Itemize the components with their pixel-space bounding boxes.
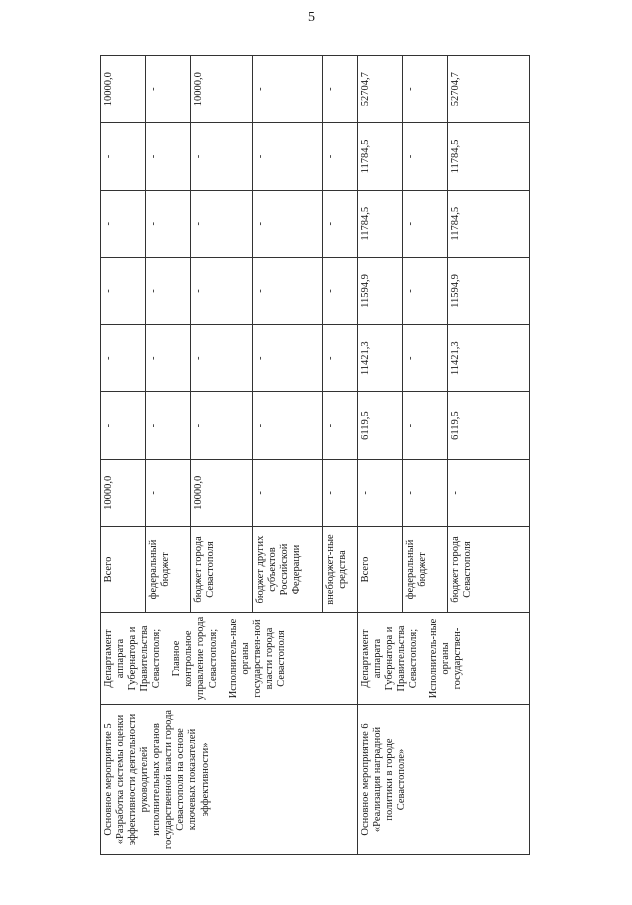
funding-value: - — [146, 56, 191, 123]
table-row — [357, 56, 402, 855]
funding-value: - — [146, 325, 191, 392]
event-5-executors — [101, 613, 358, 705]
funding-value: - — [146, 190, 191, 257]
event-5-title: Основное мероприятие 5 «Разработка системы оценки эффективности деятельности руководителей исполнительных органов государственной власти города Севастополя на основе ключевых показателей эффективности» — [101, 705, 358, 855]
funding-value: 52704,7 — [357, 56, 402, 123]
funding-value: - — [322, 459, 357, 526]
rotated-table-container — [100, 55, 530, 855]
funding-source: бюджет других субъектов Российской Федерации — [252, 527, 322, 613]
funding-value: - — [402, 56, 447, 123]
funding-value: - — [322, 190, 357, 257]
funding-value: - — [101, 325, 146, 392]
funding-value: - — [252, 392, 322, 459]
funding-value: - — [322, 123, 357, 190]
funding-value: - — [252, 56, 322, 123]
funding-value: - — [402, 392, 447, 459]
executor: Исполнитель-ные органы государствен-ной власти города Севастополя — [227, 618, 287, 699]
funding-value: - — [191, 190, 253, 257]
funding-value: 10000,0 — [191, 459, 253, 526]
executor: Департамент аппарата Губернатора и Правительства Севастополя; — [103, 625, 163, 692]
funding-source: федеральный бюджет — [146, 527, 191, 613]
funding-value: - — [402, 257, 447, 324]
funding-value: - — [252, 325, 322, 392]
funding-value: - — [146, 123, 191, 190]
funding-value: - — [101, 257, 146, 324]
event-6-executors — [357, 613, 529, 705]
funding-value: - — [402, 123, 447, 190]
funding-value: 6119,5 — [357, 392, 402, 459]
funding-value: - — [322, 257, 357, 324]
funding-value: - — [191, 325, 253, 392]
funding-source: Всего — [101, 527, 146, 613]
funding-value: - — [101, 392, 146, 459]
funding-value: - — [101, 190, 146, 257]
funding-value: 11421,3 — [447, 325, 529, 392]
funding-source: бюджет города Севастополя — [191, 527, 253, 613]
funding-value: 52704,7 — [447, 56, 529, 123]
funding-value: - — [146, 459, 191, 526]
executor: Главное контрольное управление города Севастополя; — [171, 616, 219, 701]
funding-value: 10000,0 — [101, 56, 146, 123]
funding-value: 11594,9 — [447, 257, 529, 324]
funding-value: 11784,5 — [357, 190, 402, 257]
funding-value: 11594,9 — [357, 257, 402, 324]
funding-value: 10000,0 — [101, 459, 146, 526]
funding-table — [100, 55, 530, 855]
funding-value: - — [402, 459, 447, 526]
funding-value: - — [101, 123, 146, 190]
funding-value: 11784,5 — [447, 190, 529, 257]
funding-value: - — [252, 123, 322, 190]
funding-value: - — [191, 392, 253, 459]
funding-value: 11784,5 — [447, 123, 529, 190]
funding-value: 6119,5 — [447, 392, 529, 459]
funding-value: 11784,5 — [357, 123, 402, 190]
funding-value: - — [252, 459, 322, 526]
funding-value: - — [402, 325, 447, 392]
event-6-title: Основное мероприятие 6 «Реализация наградной политики в городе Севастополе» — [357, 705, 529, 855]
funding-source: федеральный бюджет — [402, 527, 447, 613]
funding-source: бюджет города Севастополя — [447, 527, 529, 613]
funding-value: - — [191, 257, 253, 324]
funding-value: - — [252, 257, 322, 324]
funding-value: - — [252, 190, 322, 257]
funding-value: - — [146, 392, 191, 459]
funding-value: - — [322, 325, 357, 392]
executor: Департамент аппарата Губернатора и Правительства Севастополя; — [359, 625, 419, 692]
executor: Исполнитель-ные органы государствен- — [427, 618, 463, 699]
funding-value: - — [402, 190, 447, 257]
funding-source: внебюджет-ные средства — [322, 527, 357, 613]
funding-source: Всего — [357, 527, 402, 613]
table-row — [101, 56, 146, 855]
funding-value: 10000,0 — [191, 56, 253, 123]
funding-value: - — [357, 459, 402, 526]
funding-value: - — [146, 257, 191, 324]
funding-value: - — [322, 392, 357, 459]
funding-value: - — [191, 123, 253, 190]
funding-value: - — [322, 56, 357, 123]
funding-value: - — [447, 459, 529, 526]
funding-value: 11421,3 — [357, 325, 402, 392]
page-number: 5 — [308, 10, 315, 25]
